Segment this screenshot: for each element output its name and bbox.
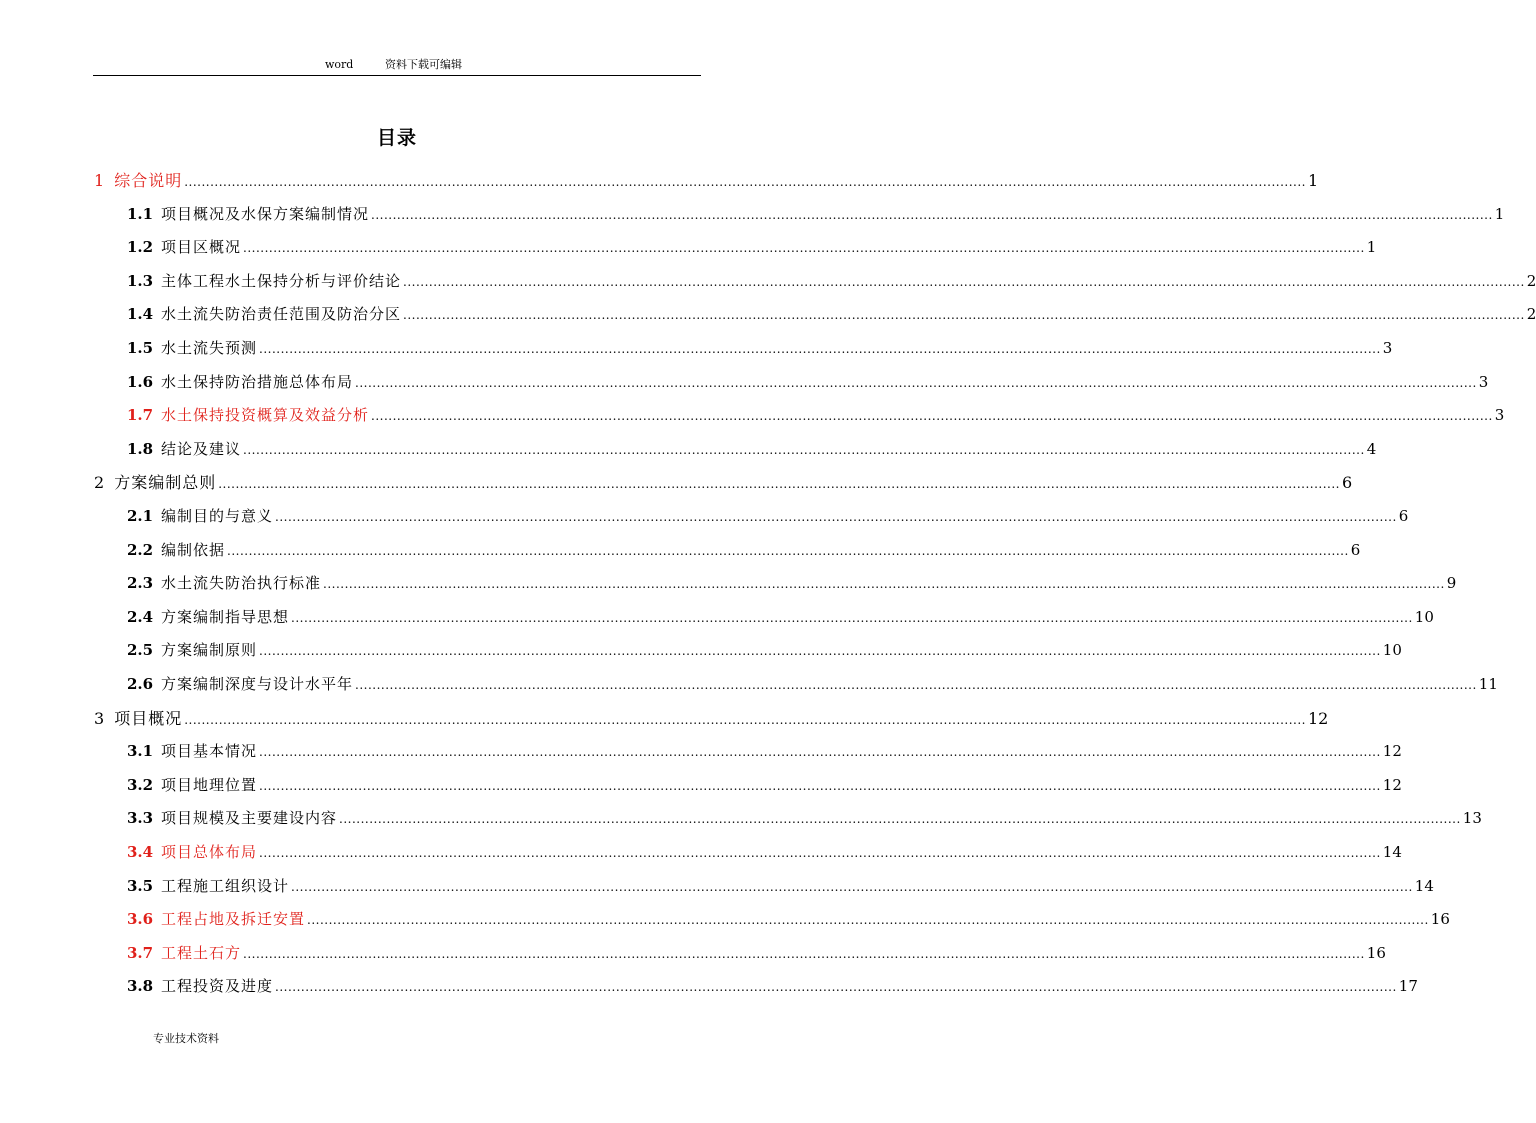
toc-entry-number: 1.3 (127, 271, 154, 290)
toc-entry-page-number: 10 (1382, 641, 1402, 660)
toc-dot-leader: .................................................................................................................................................................................................................................................................... (371, 207, 1493, 222)
toc-entry-title: 水土流失防治责任范围及防治分区 (161, 305, 402, 324)
toc-entry[interactable] (127, 840, 1402, 864)
toc-dot-leader: .................................................................................................................................................................................................................................................................... (227, 543, 1349, 558)
toc-entry-page-number: 9 (1446, 574, 1457, 593)
toc-entry-title: 工程占地及拆迁安置 (161, 910, 306, 929)
toc-entry[interactable] (127, 269, 1536, 293)
toc-dot-leader: .................................................................................................................................................................................................................................................................... (259, 778, 1381, 793)
toc-entry-page-number: 14 (1382, 843, 1402, 861)
toc-dot-leader: .................................................................................................................................................................................................................................................................... (259, 644, 1381, 659)
toc-entry-title: 编制目的与意义 (161, 507, 274, 525)
toc-entry-page-number: 12 (1382, 775, 1402, 794)
toc-entry-page-number: 10 (1414, 607, 1434, 626)
toc-entry[interactable] (127, 773, 1402, 797)
toc-entry-title: 水土流失防治执行标准 (161, 574, 322, 593)
toc-entry-page-number: 14 (1414, 876, 1434, 895)
toc-entry-page-number: 6 (1341, 473, 1353, 493)
toc-dot-leader: .................................................................................................................................................................................................................................................................... (275, 980, 1397, 995)
toc-entry-page-number: 3 (1478, 372, 1489, 391)
toc-entry-number: 3.7 (127, 943, 154, 962)
toc-entry-title: 主体工程水土保持分析与评价结论 (161, 271, 402, 290)
toc-entry-title: 工程土石方 (161, 943, 242, 962)
toc-dot-leader: .................................................................................................................................................................................................................................................................... (339, 812, 1461, 827)
toc-entry-title: 工程投资及进度 (161, 977, 274, 996)
toc-entry[interactable] (127, 370, 1489, 394)
toc-entry-number: 3.3 (127, 809, 154, 828)
toc-entry-title: 项目总体布局 (161, 843, 258, 861)
toc-entry-number: 3.1 (127, 742, 154, 761)
toc-entry-number: 1.2 (127, 238, 154, 257)
toc-entry-title: 方案编制总则 (114, 473, 217, 493)
toc-dot-leader: .................................................................................................................................................................................................................................................................... (218, 477, 1340, 492)
toc-dot-leader: .................................................................................................................................................................................................................................................................... (403, 274, 1525, 289)
toc-entry-page-number: 13 (1462, 809, 1482, 828)
toc-entry[interactable] (127, 672, 1498, 696)
toc-entry[interactable] (127, 302, 1536, 326)
toc-dot-leader: .................................................................................................................................................................................................................................................................... (184, 175, 1306, 189)
toc-entry[interactable] (127, 571, 1457, 595)
toc-entry[interactable] (127, 437, 1377, 461)
toc-entry[interactable] (127, 739, 1402, 763)
toc-entry[interactable] (127, 941, 1386, 965)
toc-entry-page-number: 1 (1366, 238, 1377, 257)
page-header (93, 57, 701, 76)
toc-dot-leader: .................................................................................................................................................................................................................................................................... (259, 745, 1381, 760)
toc-dot-leader: .................................................................................................................................................................................................................................................................... (243, 241, 1365, 256)
toc-entry-title: 项目概况及水保方案编制情况 (161, 204, 370, 223)
header-left-text: word (325, 58, 354, 71)
toc-dot-leader: .................................................................................................................................................................................................................................................................... (291, 610, 1413, 625)
toc-entry[interactable] (127, 638, 1402, 662)
toc-entry-page-number: 4 (1366, 439, 1377, 458)
toc-entry-title: 水土流失预测 (161, 339, 258, 357)
toc-dot-leader: .................................................................................................................................................................................................................................................................... (243, 946, 1365, 961)
toc-entry-title: 综合说明 (114, 171, 183, 190)
toc-entry-page-number: 2 (1526, 305, 1536, 324)
toc-dot-leader: .................................................................................................................................................................................................................................................................... (259, 342, 1381, 356)
toc-dot-leader: .................................................................................................................................................................................................................................................................... (259, 846, 1381, 860)
toc-entry-number: 1 (94, 171, 105, 190)
toc-dot-leader: .................................................................................................................................................................................................................................................................... (243, 442, 1365, 457)
toc-entry-title: 工程施工组织设计 (161, 876, 290, 895)
toc-entry-number: 1.5 (127, 339, 154, 357)
toc-entry-title: 项目规模及主要建设内容 (161, 809, 338, 828)
toc-dot-leader: .................................................................................................................................................................................................................................................................... (403, 308, 1525, 323)
header-right-text: 资料下载可编辑 (385, 58, 462, 71)
toc-entry-page-number: 3 (1382, 339, 1393, 357)
toc-entry-title: 方案编制深度与设计水平年 (161, 675, 354, 693)
toc-entry-title: 结论及建议 (161, 439, 242, 458)
toc-dot-leader: .................................................................................................................................................................................................................................................................... (371, 409, 1493, 424)
toc-entry-number: 3.6 (127, 910, 154, 929)
toc-entry-page-number: 12 (1307, 708, 1329, 728)
toc-entry-number: 3.2 (127, 775, 154, 794)
toc-entry[interactable] (94, 168, 1319, 194)
toc-dot-leader: .................................................................................................................................................................................................................................................................... (291, 879, 1413, 894)
toc-entry-number: 2.4 (127, 607, 154, 626)
toc-entry-title: 项目地理位置 (161, 775, 258, 794)
toc-entry[interactable] (127, 605, 1434, 629)
toc-entry[interactable] (127, 403, 1505, 427)
toc-entry-page-number: 16 (1366, 943, 1386, 962)
toc-entry[interactable] (94, 470, 1353, 496)
toc-entry[interactable] (127, 538, 1361, 562)
toc-entry-page-number: 16 (1430, 910, 1450, 929)
toc-entry-title: 方案编制指导思想 (161, 607, 290, 626)
toc-entry-page-number: 3 (1494, 406, 1505, 425)
toc-dot-leader: .................................................................................................................................................................................................................................................................... (355, 375, 1477, 390)
toc-title: 目录 (376, 127, 417, 149)
toc-entry-title: 水土保持防治措施总体布局 (161, 372, 354, 391)
toc-entry[interactable] (127, 874, 1434, 898)
toc-entry[interactable] (127, 907, 1450, 931)
toc-entry[interactable] (127, 974, 1418, 998)
toc-entry-number: 3.4 (127, 843, 154, 861)
toc-entry-number: 1.7 (127, 406, 154, 425)
toc-entry-number: 2.3 (127, 574, 154, 593)
toc-dot-leader: .................................................................................................................................................................................................................................................................... (355, 678, 1477, 692)
toc-entry-page-number: 1 (1307, 171, 1319, 190)
toc-entry-number: 1.8 (127, 439, 154, 458)
toc-entry[interactable] (94, 706, 1329, 732)
toc-entry-number: 2.2 (127, 540, 154, 559)
toc-entry-title: 项目概况 (114, 708, 183, 728)
toc-entry-number: 2.5 (127, 641, 154, 660)
toc-entry-number: 1.4 (127, 305, 154, 324)
toc-entry-title: 项目基本情况 (161, 742, 258, 761)
toc-entry-title: 编制依据 (161, 540, 226, 559)
toc-dot-leader: .................................................................................................................................................................................................................................................................... (323, 577, 1445, 592)
toc-entry-number: 3.5 (127, 876, 154, 895)
toc-entry-number: 1.6 (127, 372, 154, 391)
toc-entry-number: 3.8 (127, 977, 154, 996)
toc-entry[interactable] (127, 235, 1377, 259)
toc-entry[interactable] (127, 504, 1409, 528)
toc-entry-title: 项目区概况 (161, 238, 242, 257)
toc-entry-number: 2 (94, 473, 105, 493)
toc-entry-number: 3 (94, 708, 105, 728)
toc-entry-title: 方案编制原则 (161, 641, 258, 660)
toc-entry-page-number: 6 (1350, 540, 1361, 559)
toc-dot-leader: .................................................................................................................................................................................................................................................................... (307, 913, 1429, 928)
toc-entry-title: 水土保持投资概算及效益分析 (161, 406, 370, 425)
toc-entry-page-number: 17 (1398, 977, 1418, 996)
toc-entry-page-number: 1 (1494, 204, 1505, 223)
toc-dot-leader: .................................................................................................................................................................................................................................................................... (275, 510, 1397, 524)
toc-entry-page-number: 2 (1526, 271, 1536, 290)
toc-dot-leader: .................................................................................................................................................................................................................................................................... (184, 712, 1306, 727)
toc-entry[interactable] (127, 202, 1505, 226)
toc-entry-page-number: 12 (1382, 742, 1402, 761)
toc-entry-number: 2.1 (127, 507, 154, 525)
toc-entry-page-number: 6 (1398, 507, 1409, 525)
toc-entry-number: 1.1 (127, 204, 154, 223)
toc-entry[interactable] (127, 806, 1482, 830)
page-footer: 专业技术资料 (153, 1032, 219, 1045)
toc-entry-number: 2.6 (127, 675, 154, 693)
toc-entry-page-number: 11 (1478, 675, 1498, 693)
toc-entry[interactable] (127, 336, 1393, 360)
